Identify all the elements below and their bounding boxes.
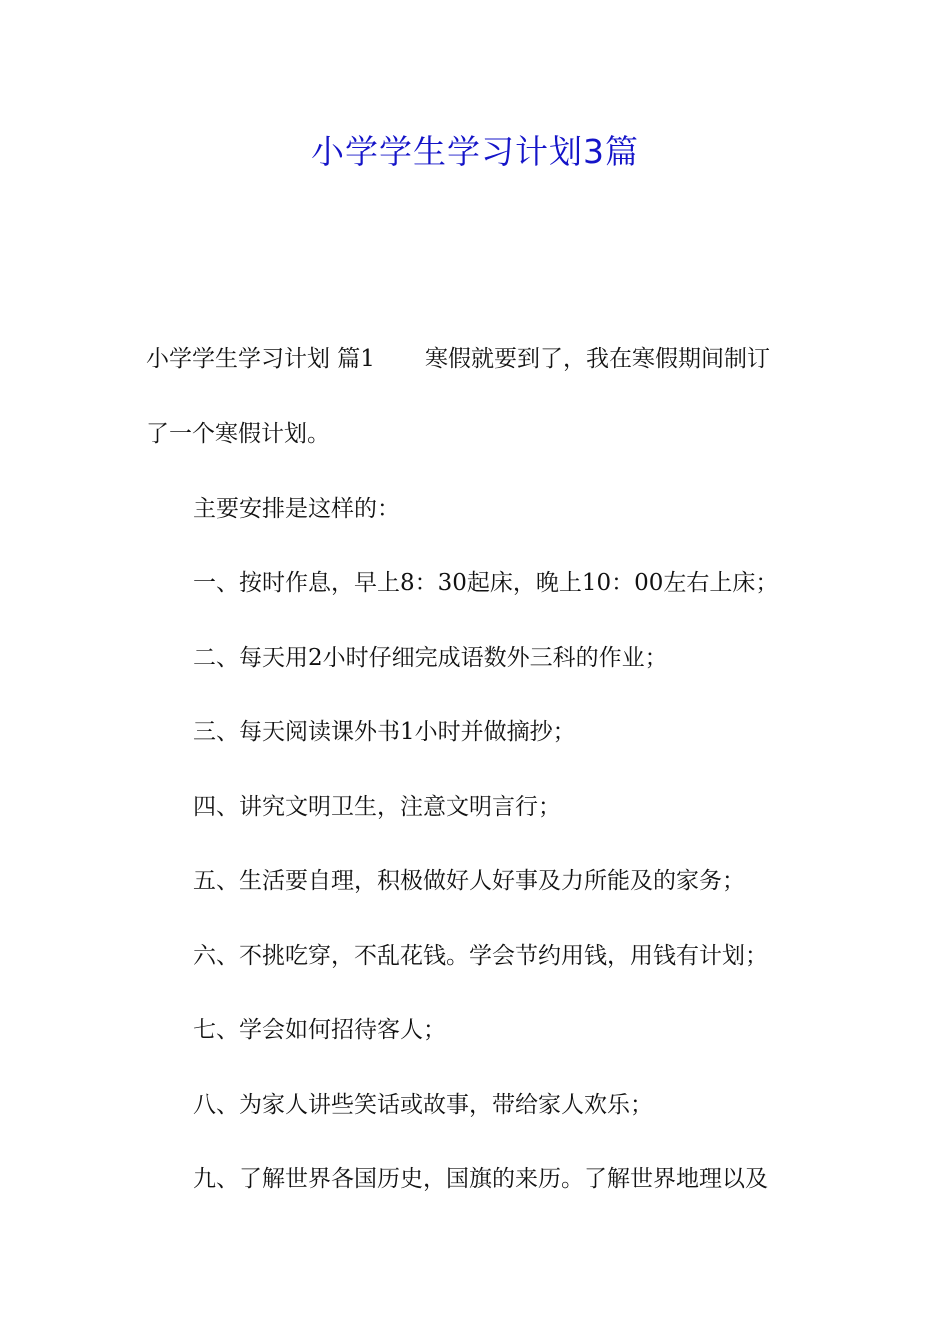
list-item: 七、学会如何招待客人； [193,1017,446,1043]
section-heading: 小学学生学习计划 篇1 [146,346,375,372]
paragraph-first-line [146,342,816,376]
list-item: 六、不挑吃穿，不乱花钱。学会节约用钱，用钱有计划； [193,943,768,969]
list-item: 五、生活要自理，积极做好人好事及力所能及的家务； [193,868,745,894]
paragraph-line: 了一个寒假计划。 [146,421,330,447]
list-item: 八、为家人讲些笑话或故事，带给家人欢乐； [193,1092,653,1118]
paragraph-line: 主要安排是这样的： [193,496,400,522]
paragraph-text: 寒假就要到了，我在寒假期间制订 [424,346,770,372]
list-item: 九、了解世界各国历史，国旗的来历。了解世界地理以及 [193,1166,768,1192]
list-item: 三、每天阅读课外书1小时并做摘抄； [193,719,576,745]
list-item: 四、讲究文明卫生，注意文明言行； [193,794,561,820]
list-item: 一、按时作息，早上8：30起床，晚上10：00左右上床； [193,570,779,596]
document-title: 小学学生学习计划3篇 [311,132,639,171]
list-item: 二、每天用2小时仔细完成语数外三科的作业； [193,645,668,671]
